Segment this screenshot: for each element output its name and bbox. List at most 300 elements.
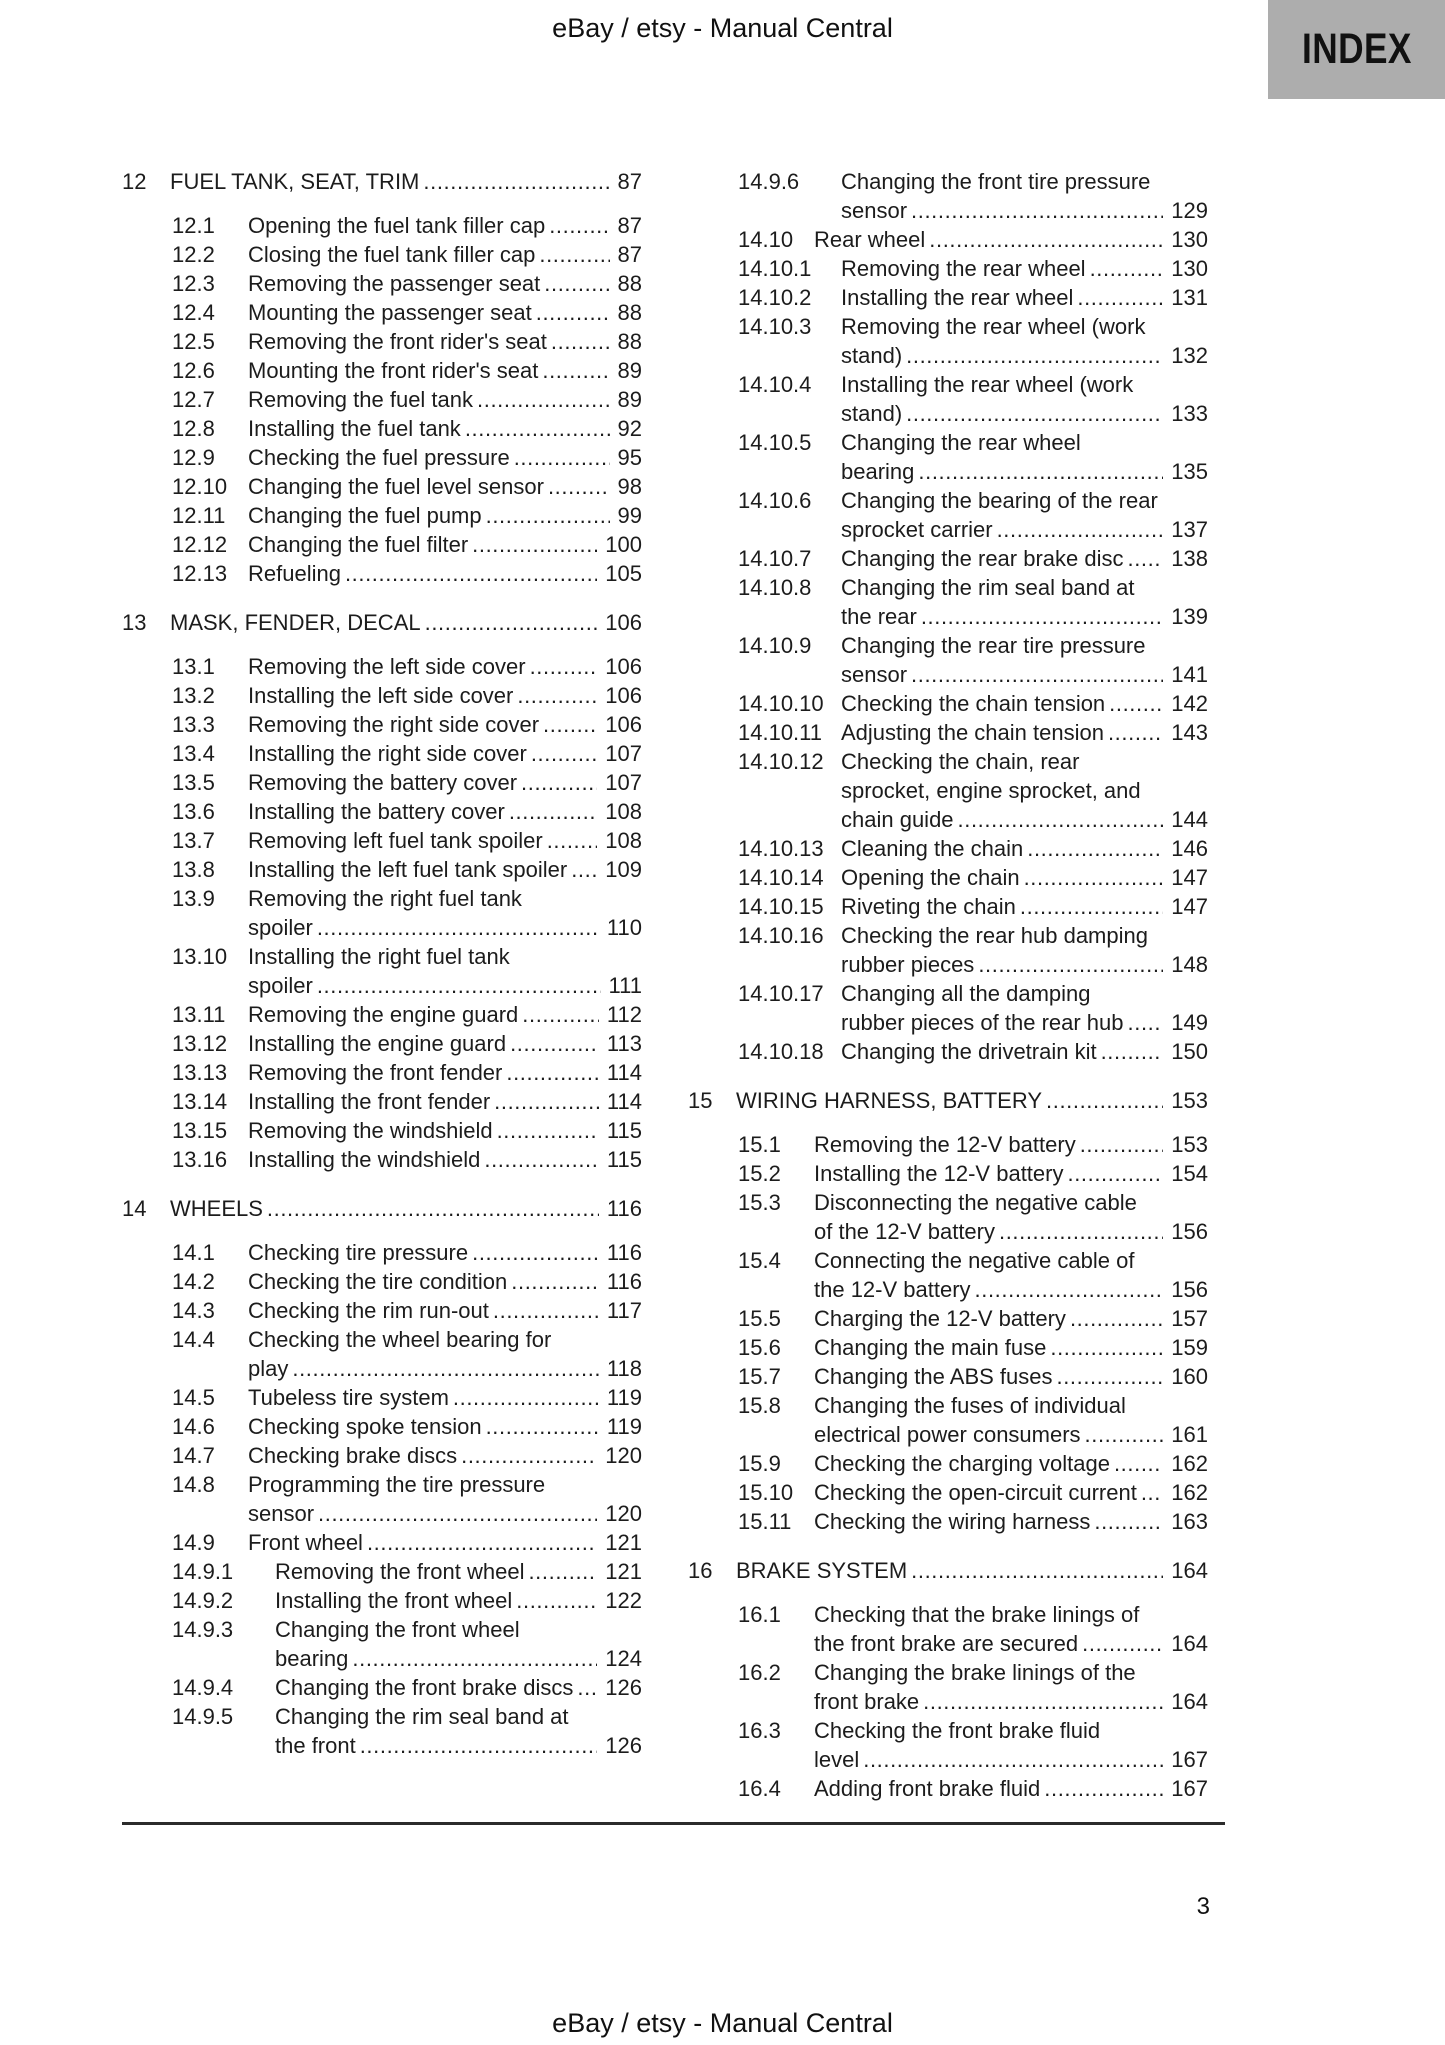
entry-line	[841, 631, 1208, 660]
toc-entry	[688, 1304, 1208, 1333]
entry-line	[248, 211, 642, 240]
entry-page: 146	[1171, 836, 1208, 861]
entry-body	[275, 1615, 642, 1673]
entry-line	[248, 1412, 642, 1441]
entry-line	[248, 356, 642, 385]
entry-body	[248, 298, 642, 327]
entry-page: 141	[1171, 662, 1208, 687]
dot-leader	[923, 1687, 1163, 1716]
entry-line	[248, 1000, 642, 1029]
dot-leader	[484, 1145, 599, 1174]
entry-line	[275, 1702, 642, 1731]
toc-entry	[688, 689, 1208, 718]
entry-number: 14.9.6	[738, 169, 800, 194]
entry-line	[841, 921, 1208, 950]
dot-leader	[465, 414, 610, 443]
dot-leader	[577, 1673, 597, 1702]
entry-line	[248, 269, 642, 298]
entry-page: 106	[605, 683, 642, 708]
toc-entry	[688, 1188, 1208, 1246]
entry-page: 116	[606, 1196, 642, 1221]
entry-title: Removing the front fender	[248, 1060, 503, 1085]
entry-body	[275, 1702, 642, 1760]
entry-page: 87	[617, 242, 642, 267]
entry-title: Removing the left side cover	[248, 654, 526, 679]
entry-page: 159	[1171, 1335, 1208, 1360]
entry-line	[248, 240, 642, 269]
entry-line	[814, 1658, 1208, 1687]
dot-leader	[571, 855, 597, 884]
entry-body	[841, 631, 1208, 689]
dot-leader	[539, 240, 609, 269]
entry-line	[841, 457, 1208, 486]
entry-number: 13.4	[172, 741, 215, 766]
entry-line	[841, 283, 1208, 312]
entry-body	[814, 1333, 1208, 1362]
entry-line	[248, 1296, 642, 1325]
entry-page: 117	[606, 1298, 642, 1323]
toc-entry	[122, 530, 642, 559]
entry-page: 126	[605, 1675, 642, 1700]
entry-number: 15.5	[738, 1306, 781, 1331]
entry-line	[248, 884, 642, 913]
entry-number: 12.11	[172, 503, 226, 528]
toc-entry	[122, 739, 642, 768]
toc-entry	[688, 1774, 1208, 1803]
entry-number: 13.14	[172, 1089, 228, 1114]
dot-leader	[511, 1267, 599, 1296]
entry-number: 14.10.4	[738, 372, 812, 397]
entry-number: 14.10.3	[738, 314, 812, 339]
entry-number: 14.9.3	[172, 1617, 234, 1642]
entry-page: 167	[1171, 1776, 1208, 1801]
entry-title: Changing the main fuse	[814, 1335, 1047, 1360]
entry-line	[248, 1087, 642, 1116]
toc-entry	[122, 1029, 642, 1058]
entry-body	[248, 1470, 642, 1528]
dot-leader	[1050, 1333, 1163, 1362]
entry-page: 89	[617, 387, 642, 412]
entry-body	[248, 443, 642, 472]
entry-body	[814, 1507, 1208, 1536]
entry-line	[248, 1238, 642, 1267]
entry-body	[841, 254, 1208, 283]
entry-title: Checking that the brake linings of	[814, 1602, 1140, 1627]
toc-entry	[122, 1267, 642, 1296]
dot-leader	[1114, 1449, 1163, 1478]
dot-leader	[1067, 1159, 1163, 1188]
entry-page: 144	[1171, 807, 1208, 832]
dot-leader	[547, 826, 598, 855]
entry-line	[841, 602, 1208, 631]
entry-title: the front	[275, 1733, 356, 1758]
entry-page: 149	[1171, 1010, 1208, 1035]
entry-page: 88	[617, 329, 642, 354]
entry-line	[248, 942, 642, 971]
toc-entry	[688, 1449, 1208, 1478]
toc-entry	[122, 1116, 642, 1145]
entry-title: Changing the rear brake disc	[841, 546, 1124, 571]
entry-title: Checking the chain, rear	[841, 749, 1080, 774]
entry-page: 130	[1171, 256, 1208, 281]
entry-title: Installing the left fuel tank spoiler	[248, 857, 568, 882]
toc-entry	[122, 1087, 642, 1116]
entry-line	[841, 805, 1208, 834]
dot-leader	[1044, 1774, 1163, 1803]
dot-leader	[345, 559, 597, 588]
entry-body	[841, 573, 1208, 631]
entry-title: spoiler	[248, 973, 313, 998]
entry-number: 13.9	[172, 886, 215, 911]
toc-entry	[122, 1238, 642, 1267]
entry-line	[841, 254, 1208, 283]
entry-title: Removing the rear wheel (work	[841, 314, 1146, 339]
dot-leader	[1024, 863, 1164, 892]
entry-number: 12.9	[172, 445, 215, 470]
entry-line	[248, 414, 642, 443]
entry-body	[841, 544, 1208, 573]
entry-page: 106	[605, 610, 642, 635]
dot-leader	[522, 1000, 599, 1029]
entry-line	[248, 1058, 642, 1087]
toc-entry	[122, 1673, 642, 1702]
toc-entry	[122, 1615, 642, 1673]
dot-leader	[352, 1644, 597, 1673]
entry-line	[814, 1449, 1208, 1478]
entry-body	[841, 718, 1208, 747]
dot-leader	[911, 660, 1163, 689]
dot-leader	[906, 399, 1163, 428]
entry-body	[170, 608, 642, 637]
entry-body	[841, 921, 1208, 979]
dot-leader	[1090, 254, 1164, 283]
entry-body	[814, 1658, 1208, 1716]
entry-line	[841, 660, 1208, 689]
entry-number: 12.12	[172, 532, 228, 557]
entry-body	[248, 1000, 642, 1029]
dot-leader	[1128, 1008, 1164, 1037]
dot-leader	[911, 1556, 1163, 1585]
entry-line	[248, 298, 642, 327]
entry-body	[248, 501, 642, 530]
dot-leader	[1094, 1507, 1163, 1536]
toc-entry	[122, 1145, 642, 1174]
entry-body	[248, 1441, 642, 1470]
entry-line	[248, 1383, 642, 1412]
entry-number: 14.10.9	[738, 633, 812, 658]
toc-entry	[688, 370, 1208, 428]
entry-line	[248, 971, 642, 1000]
toc-entry	[688, 979, 1208, 1037]
entry-number: 14.9.2	[172, 1588, 234, 1613]
toc-entry	[688, 1130, 1208, 1159]
entry-line	[841, 892, 1208, 921]
dot-leader	[1085, 1420, 1164, 1449]
entry-line	[814, 1246, 1208, 1275]
entry-page: 110	[606, 915, 642, 940]
entry-title: of the 12-V battery	[814, 1219, 995, 1244]
toc-entry	[122, 443, 642, 472]
entry-number: 14.10.5	[738, 430, 812, 455]
dot-leader	[514, 443, 610, 472]
entry-title: Changing the fuel pump	[248, 503, 482, 528]
entry-title: Changing the rim seal band at	[841, 575, 1135, 600]
entry-page: 116	[606, 1269, 642, 1294]
entry-page: 121	[605, 1559, 642, 1584]
entry-title: Installing the windshield	[248, 1147, 481, 1172]
toc-entry	[122, 1470, 642, 1528]
entry-body	[248, 530, 642, 559]
entry-number: 12.6	[172, 358, 215, 383]
entry-line	[275, 1557, 642, 1586]
entry-title: sprocket, engine sprocket, and	[841, 778, 1141, 803]
toc-entry	[122, 1702, 642, 1760]
toc-entry	[688, 1716, 1208, 1774]
entry-page: 118	[606, 1356, 642, 1381]
entry-line	[248, 1029, 642, 1058]
entry-body	[248, 1412, 642, 1441]
toc-entry	[688, 834, 1208, 863]
entry-line	[248, 472, 642, 501]
entry-body	[248, 826, 642, 855]
entry-page: 116	[606, 1240, 642, 1265]
entry-line	[814, 1420, 1208, 1449]
toc-entry	[688, 573, 1208, 631]
entry-line	[814, 1716, 1208, 1745]
toc-entry	[122, 608, 642, 637]
entry-body	[248, 1267, 642, 1296]
entry-number: 16.1	[738, 1602, 781, 1627]
entry-page: 163	[1171, 1509, 1208, 1534]
footer-title: eBay / etsy - Manual Central	[552, 2008, 893, 2038]
entry-title: the front brake are secured	[814, 1631, 1079, 1656]
entry-line	[248, 710, 642, 739]
entry-page: 154	[1171, 1161, 1208, 1186]
entry-page: 114	[606, 1060, 642, 1085]
entry-line	[841, 718, 1208, 747]
dot-leader	[1020, 892, 1163, 921]
entry-body	[248, 240, 642, 269]
entry-page: 161	[1171, 1422, 1208, 1447]
entry-line	[248, 1499, 642, 1528]
header-title: eBay / etsy - Manual Central	[552, 13, 893, 43]
entry-body	[248, 1528, 642, 1557]
entry-page: 133	[1171, 401, 1208, 426]
entry-title: Tubeless tire system	[248, 1385, 449, 1410]
entry-body	[841, 370, 1208, 428]
entry-body	[248, 1087, 642, 1116]
entry-line	[248, 855, 642, 884]
entry-body	[248, 739, 642, 768]
toc-column-left	[122, 167, 642, 1760]
entry-line	[814, 1687, 1208, 1716]
entry-line	[248, 385, 642, 414]
entry-body	[841, 979, 1208, 1037]
entry-title: rubber pieces	[841, 952, 975, 977]
toc-entry	[688, 283, 1208, 312]
dot-leader	[978, 950, 1163, 979]
dot-leader	[531, 739, 597, 768]
toc-entry	[122, 1325, 642, 1383]
entry-title: Installing the left side cover	[248, 683, 514, 708]
entry-body	[248, 1238, 642, 1267]
entry-number: 14.8	[172, 1472, 215, 1497]
dot-leader	[906, 341, 1163, 370]
entry-title: stand)	[841, 343, 903, 368]
entry-number: 14.9	[172, 1530, 215, 1555]
entry-line	[814, 1745, 1208, 1774]
toc-entry	[122, 385, 642, 414]
entry-page: 98	[617, 474, 642, 499]
entry-page: 92	[617, 416, 642, 441]
entry-title: Checking the wheel bearing for	[248, 1327, 552, 1352]
dot-leader	[1108, 718, 1163, 747]
entry-body	[248, 472, 642, 501]
toc-entry	[122, 1383, 642, 1412]
entry-page: 114	[606, 1089, 642, 1114]
toc-entry	[688, 1600, 1208, 1658]
entry-body	[814, 1600, 1208, 1658]
entry-line	[841, 515, 1208, 544]
entry-title: Installing the battery cover	[248, 799, 505, 824]
entry-line	[275, 1615, 642, 1644]
entry-line	[814, 1130, 1208, 1159]
dot-leader	[549, 211, 609, 240]
entry-number: 15.11	[738, 1509, 792, 1534]
entry-title: Front wheel	[248, 1530, 363, 1555]
entry-page: 150	[1171, 1039, 1208, 1064]
dot-leader	[863, 1745, 1163, 1774]
entry-line	[841, 544, 1208, 573]
entry-page: 130	[1171, 227, 1208, 252]
entry-page: 99	[617, 503, 642, 528]
entry-body	[814, 1304, 1208, 1333]
entry-title: Installing the right side cover	[248, 741, 527, 766]
toc-entry	[688, 1478, 1208, 1507]
entry-title: Changing the brake linings of the	[814, 1660, 1136, 1685]
entry-body	[814, 225, 1208, 254]
toc-entry	[688, 544, 1208, 573]
entry-line	[248, 559, 642, 588]
toc-entry	[688, 486, 1208, 544]
entry-number: 13.3	[172, 712, 215, 737]
entry-page: 131	[1171, 285, 1208, 310]
entry-number: 14.10.1	[738, 256, 812, 281]
entry-number: 13.6	[172, 799, 215, 824]
toc-entry	[688, 1507, 1208, 1536]
dot-leader	[367, 1528, 597, 1557]
entry-number: 14.10.13	[738, 836, 824, 861]
entry-line	[841, 1037, 1208, 1066]
dot-leader	[999, 1217, 1163, 1246]
entry-line	[248, 768, 642, 797]
entry-title: sensor	[248, 1501, 315, 1526]
entry-number: 14.9.1	[172, 1559, 234, 1584]
entry-line	[841, 950, 1208, 979]
entry-number: 14.10.16	[738, 923, 824, 948]
entry-body	[248, 211, 642, 240]
entry-body	[841, 283, 1208, 312]
entry-line	[248, 1354, 642, 1383]
entry-line	[248, 1470, 642, 1499]
entry-page: 121	[605, 1530, 642, 1555]
dot-leader	[536, 298, 610, 327]
dot-leader	[1077, 283, 1163, 312]
entry-title: chain guide	[841, 807, 954, 832]
dot-leader	[494, 1087, 599, 1116]
entry-page: 164	[1171, 1558, 1208, 1583]
entry-title: FUEL TANK, SEAT, TRIM	[170, 169, 420, 194]
entry-page: 113	[606, 1031, 642, 1056]
toc-entry	[688, 863, 1208, 892]
entry-page: 139	[1171, 604, 1208, 629]
entry-number: 13.13	[172, 1060, 228, 1085]
entry-title: Opening the fuel tank filler cap	[248, 213, 546, 238]
entry-number: 16.2	[738, 1660, 781, 1685]
entry-body	[814, 1449, 1208, 1478]
entry-page: 156	[1171, 1277, 1208, 1302]
entry-number: 12.8	[172, 416, 215, 441]
dot-leader	[528, 1557, 597, 1586]
entry-line	[248, 1116, 642, 1145]
entry-title: Checking spoke tension	[248, 1414, 482, 1439]
entry-body	[814, 1391, 1208, 1449]
entry-title: Changing the front wheel	[275, 1617, 520, 1642]
entry-number: 14.3	[172, 1298, 215, 1323]
toc-entry	[122, 414, 642, 443]
entry-page: 100	[605, 532, 642, 557]
toc-entry	[688, 1159, 1208, 1188]
entry-title: Removing the passenger seat	[248, 271, 541, 296]
entry-number: 16.4	[738, 1776, 781, 1801]
entry-number: 14.6	[172, 1414, 215, 1439]
entry-number: 14.1	[172, 1240, 215, 1265]
dot-leader	[542, 356, 609, 385]
entry-body	[814, 1362, 1208, 1391]
entry-page: 107	[605, 741, 642, 766]
dot-leader	[317, 971, 601, 1000]
entry-page: 142	[1171, 691, 1208, 716]
entry-body	[170, 1194, 642, 1223]
entry-title: Changing the rim seal band at	[275, 1704, 569, 1729]
entry-line	[814, 1304, 1208, 1333]
entry-page: 122	[605, 1588, 642, 1613]
toc-entry	[122, 472, 642, 501]
entry-body	[736, 1556, 1208, 1585]
entry-line	[841, 834, 1208, 863]
dot-leader	[486, 501, 610, 530]
footer-rule	[122, 1822, 1225, 1825]
dot-leader	[929, 225, 1163, 254]
entry-number: 14.10.6	[738, 488, 812, 513]
entry-page: 164	[1171, 1689, 1208, 1714]
entry-title: Riveting the chain	[841, 894, 1016, 919]
entry-body	[814, 1130, 1208, 1159]
dot-leader	[360, 1731, 598, 1760]
entry-body	[248, 1296, 642, 1325]
entry-line	[841, 979, 1208, 1008]
entry-number: 12.1	[172, 213, 215, 238]
entry-line	[814, 225, 1208, 254]
entry-line	[814, 1362, 1208, 1391]
entry-page: 156	[1171, 1219, 1208, 1244]
entry-number: 14.10.11	[738, 720, 823, 745]
dot-leader	[1057, 1362, 1164, 1391]
entry-number: 12.7	[172, 387, 215, 412]
entry-body	[841, 486, 1208, 544]
entry-title: Removing the front wheel	[275, 1559, 525, 1584]
entry-number: 14.4	[172, 1327, 215, 1352]
